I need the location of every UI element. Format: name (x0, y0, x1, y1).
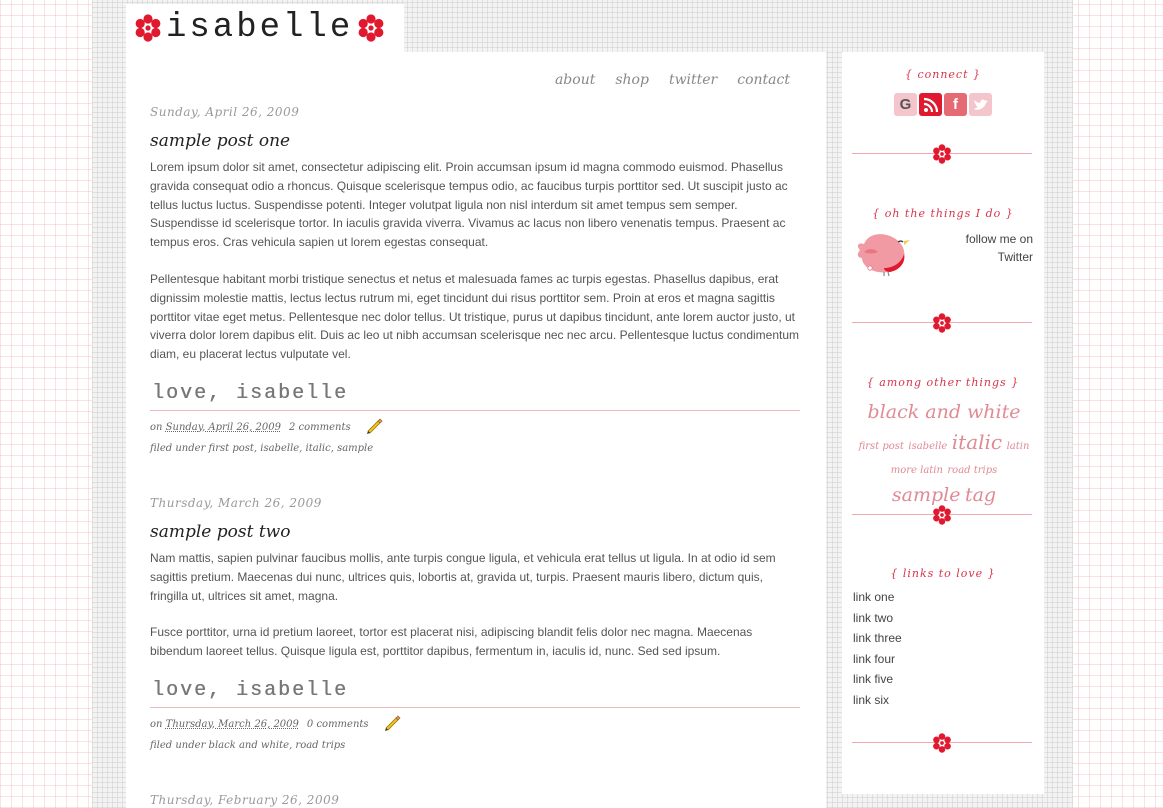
post-meta (150, 418, 800, 437)
post-paragraph: Nam mattis, sapien pulvinar faucibus mollis, ante turpis congue ligula, et vehicula erat tellus ut ligula. In at odio id sem sagittis pretium. Maecenas dui nunc, ultrices quis, lobortis at, gravida ut, turpis. Praesent mauris libero, dictum quis, fringilla ut, ultrices sit amet, magna. (150, 551, 776, 603)
sidebar-link[interactable]: link three (853, 631, 902, 645)
post-paragraph: Fusce porttitor, urna id pretium laoreet, tortor est placerat nisi, adipiscing blandit felis dolor nec magna. Maecenas bibendum laoreet tellus. Quisque ligula est, porttitor dapibus, fermentum in, iaculis id, nunc. Sed sed ipsum. (150, 625, 753, 659)
divider (150, 410, 800, 411)
flower-divider (852, 144, 1032, 164)
filed-label: filed under (150, 739, 206, 751)
top-nav (555, 72, 790, 88)
post-permalink[interactable]: Sunday, April 26, 2009 (165, 421, 281, 433)
flower-icon (134, 14, 162, 42)
flower-icon (357, 14, 385, 42)
nav-twitter[interactable]: twitter (668, 72, 718, 88)
logo-text: isabelle (166, 9, 354, 47)
follow-line-2: Twitter (997, 250, 1033, 264)
nav-contact[interactable]: contact (737, 72, 790, 88)
flower-icon (932, 733, 952, 753)
sidebar-link[interactable]: link two (853, 610, 894, 625)
site-logo[interactable] (126, 4, 404, 52)
flower-divider (852, 505, 1032, 525)
flower-icon (932, 144, 952, 164)
tag-link[interactable]: sample (891, 483, 961, 506)
tag-cloud (858, 398, 1030, 509)
sidebar-link[interactable]: link five (853, 672, 894, 686)
links-heading: { links to love } (890, 567, 996, 580)
nav-shop[interactable]: shop (615, 72, 649, 88)
category-links[interactable]: black and white, road trips (208, 739, 346, 751)
google-icon[interactable]: G (894, 93, 917, 116)
tag-link[interactable]: more latin (890, 464, 943, 476)
comments-link[interactable]: 0 comments (306, 718, 369, 730)
flower-icon (932, 505, 952, 525)
meta-on: on (150, 718, 163, 730)
post-signature: love, isabelle (152, 381, 349, 405)
links-list (853, 590, 902, 713)
edit-pencil-icon[interactable] (383, 715, 401, 734)
flower-divider (852, 313, 1032, 333)
post-date: Thursday, February 26, 2009 (150, 793, 340, 807)
blog-post (150, 496, 800, 751)
bird-icon[interactable] (854, 228, 920, 283)
tag-link[interactable]: italic (951, 429, 1003, 454)
connect-heading: { connect } (904, 68, 982, 81)
twitter-icon[interactable] (969, 93, 992, 116)
social-icons (894, 93, 992, 116)
tag-link[interactable]: tag (964, 483, 997, 506)
main-content (126, 52, 826, 808)
sidebar (842, 52, 1044, 794)
post-signature: love, isabelle (152, 678, 349, 702)
post-paragraph: Pellentesque habitant morbi tristique senectus et netus et malesuada fames ac turpis egestas. Phasellus dapibus, erat dignissim molestie mattis, lectus lectus rutrum mi, eget tincidunt dui risus porttitor sem. Proin at eros et magna sagittis porttitor vitae eget metus. Pellentesque nec dolor tellus. Ut tristique, purus ut dapibus tincidunt, ante lorem auctor justo, ut viverra dolor lorem dapibus elit. Duis ac leo ut nibh accumsan scelerisque nec nec arcu. Pellentesque luctus condimentum diam, eu placerat lectus vulputate vel. (150, 271, 800, 362)
facebook-icon[interactable]: f (944, 93, 967, 116)
follow-line-1: follow me on (965, 232, 1033, 246)
tag-link[interactable]: latin (1006, 440, 1030, 452)
edit-pencil-icon[interactable] (365, 418, 383, 437)
post-date: Thursday, March 26, 2009 (150, 496, 322, 510)
post-title[interactable]: sample post two (150, 522, 291, 542)
post-title[interactable]: sample post one (150, 131, 291, 151)
filed-label: filed under (150, 442, 206, 454)
blog-post (150, 105, 800, 454)
tag-link[interactable]: black and white (867, 401, 1021, 423)
flower-divider (852, 733, 1032, 753)
blog-post (150, 793, 800, 807)
flower-icon (932, 313, 952, 333)
post-categories (150, 443, 800, 454)
post-permalink[interactable]: Thursday, March 26, 2009 (165, 718, 299, 730)
sidebar-link[interactable]: link six (853, 692, 890, 707)
things-heading: { oh the things I do } (872, 207, 1014, 220)
post-paragraph: Lorem ipsum dolor sit amet, consectetur adipiscing elit. Proin accumsan ipsum id magna commodo euismod. Phasellus gravida consequat odio a rhoncus. Quisque scelerisque tempus odio, ac faucibus turpis porttitor sed. Ut suscipit justo ac tellus luctus luctus. Suspendisse potenti. Integer volutpat ligula non nisl interdum sit amet tempus sem semper. Suspendisse id scelerisque tortor. In iaculis gravida viverra. Vivamus ac lacus non libero venenatis tempus. Praesent ac tempus eros. Cras vehicula sapien ut lorem egestas consequat. (150, 160, 788, 250)
category-links[interactable]: first post, isabelle, italic, sample (208, 442, 374, 454)
tags-heading: { among other things } (866, 376, 1020, 389)
post-meta (150, 715, 800, 734)
sidebar-link[interactable]: link four (853, 651, 896, 666)
follow-twitter-link[interactable] (966, 230, 1033, 266)
post-categories (150, 740, 800, 751)
nav-about[interactable]: about (554, 72, 596, 88)
comments-link[interactable]: 2 comments (288, 421, 351, 433)
tag-link[interactable]: isabelle (908, 440, 948, 452)
meta-on: on (150, 421, 163, 433)
tag-link[interactable]: first post (858, 440, 904, 452)
divider (150, 707, 800, 708)
tag-link[interactable]: road trips (947, 464, 998, 476)
sidebar-link[interactable]: link one (853, 590, 895, 604)
rss-icon[interactable] (919, 93, 942, 116)
post-date: Sunday, April 26, 2009 (150, 105, 300, 119)
